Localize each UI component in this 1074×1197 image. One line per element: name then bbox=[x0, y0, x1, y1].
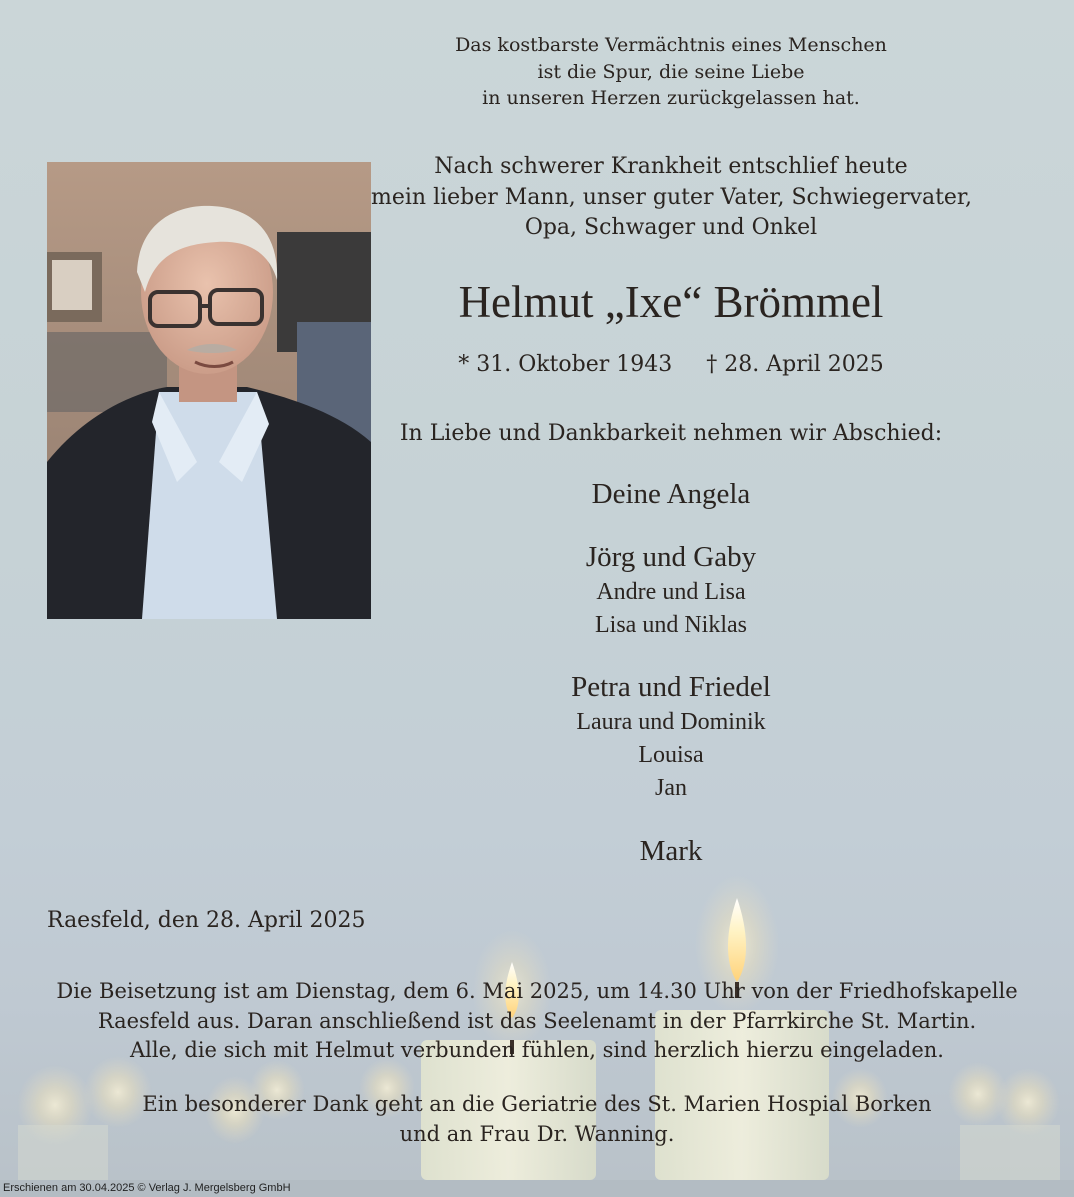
family-group-main: Petra und Friedel bbox=[571, 671, 771, 703]
quote-line: in unseren Herzen zurückgelassen hat. bbox=[482, 87, 860, 109]
thanks-line: Ein besonderer Dank geht an die Geriatrie des St. Marien Hospial Borken bbox=[142, 1092, 932, 1116]
family-group-main: Mark bbox=[639, 835, 703, 867]
quote-line: Das kostbarste Vermächtnis eines Menschen bbox=[455, 34, 887, 56]
portrait-photo bbox=[47, 162, 371, 619]
burial-info bbox=[0, 977, 1074, 1066]
burial-line: Raesfeld aus. Daran anschließend ist das Seelenamt in der Pfarrkirche St. Martin. bbox=[97, 1008, 977, 1033]
death-date: † 28. April 2025 bbox=[706, 352, 884, 377]
farewell-line: In Liebe und Dankbarkeit nehmen wir Abschied: bbox=[399, 421, 943, 446]
intro-line: Opa, Schwager und Onkel bbox=[524, 215, 818, 240]
intro-line: Nach schwerer Krankheit entschlief heute bbox=[434, 154, 908, 179]
publication-footer: Erschienen am 30.04.2025 © Verlag J. Mergelsberg GmbH bbox=[0, 1180, 1074, 1197]
intro-line: mein lieber Mann, unser guter Vater, Schwiegervater, bbox=[371, 184, 973, 210]
family-group-main: Jörg und Gaby bbox=[585, 541, 757, 573]
family-member: Andre und Lisa bbox=[596, 579, 746, 605]
burial-line: Die Beisetzung ist am Dienstag, dem 6. Mai 2025, um 14.30 Uhr von der Friedhofskapelle bbox=[56, 979, 1018, 1003]
birth-date: * 31. Oktober 1943 bbox=[458, 352, 673, 377]
family-member: Laura und Dominik bbox=[576, 709, 766, 735]
family-member: Louisa bbox=[638, 742, 704, 768]
death-announcement-intro bbox=[371, 152, 971, 244]
burial-line: Alle, die sich mit Helmut verbunden fühlen, sind herzlich hierzu eingeladen. bbox=[130, 1038, 944, 1062]
thanks-line: und an Frau Dr. Wanning. bbox=[399, 1121, 675, 1146]
life-dates bbox=[371, 350, 971, 380]
memorial-quote bbox=[371, 32, 971, 112]
place-and-date: Raesfeld, den 28. April 2025 bbox=[47, 908, 366, 933]
family-member: Jan bbox=[655, 775, 687, 801]
quote-line: ist die Spur, die seine Liebe bbox=[537, 60, 805, 83]
thanks-note bbox=[0, 1090, 1074, 1149]
family-wife: Deine Angela bbox=[591, 478, 751, 510]
deceased-name: Helmut „Ixe“ Brömmel bbox=[458, 277, 884, 327]
family-member: Lisa und Niklas bbox=[595, 612, 747, 638]
